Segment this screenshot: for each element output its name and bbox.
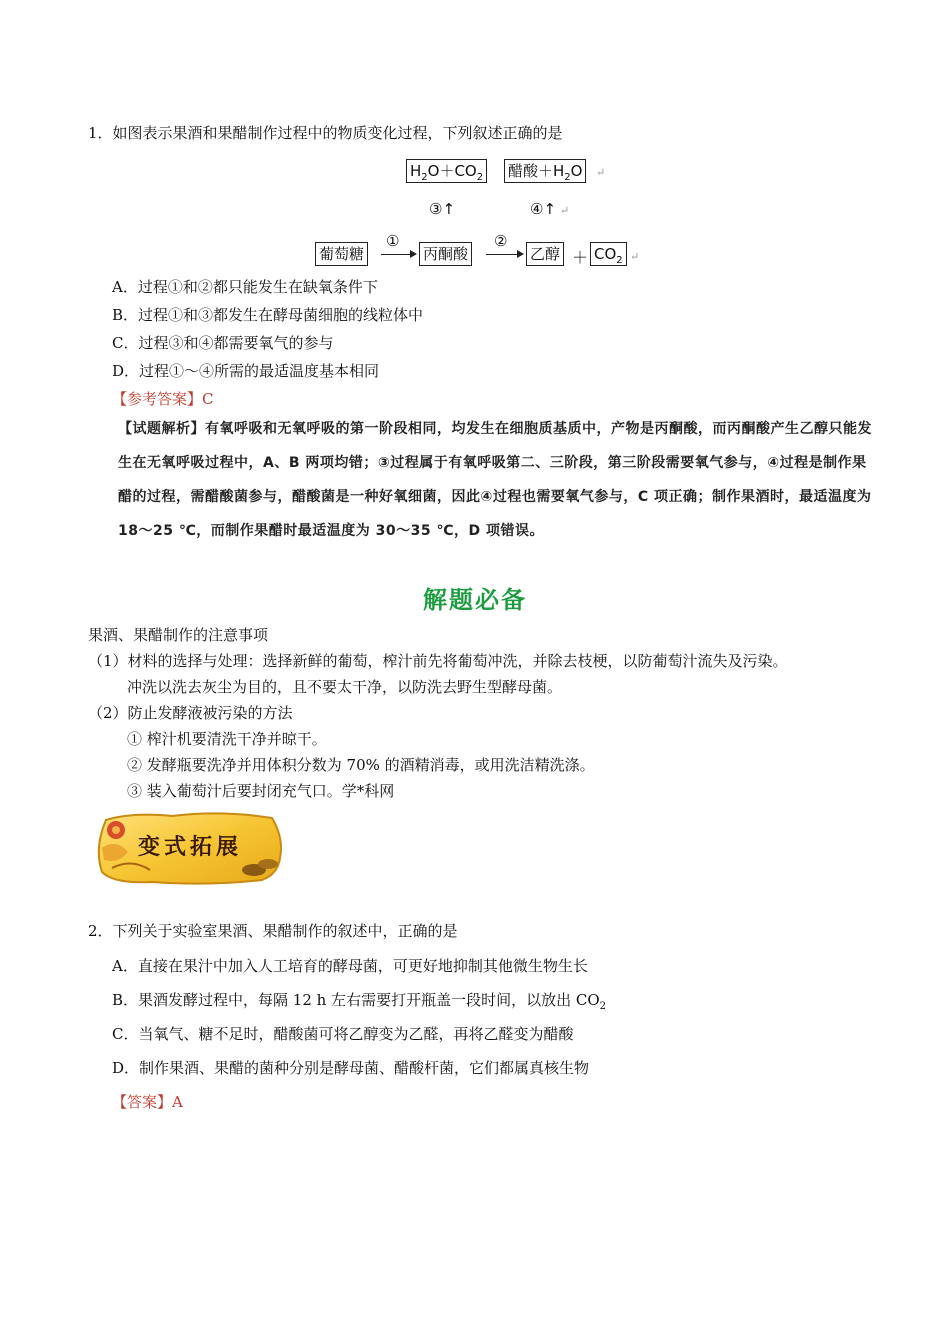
- q2-option-b: B．果酒发酵过程中，每隔 12 h 左右需要打开瓶盖一段时间，以放出 $CO_2$: [112, 991, 606, 1012]
- box-h2o-co2: $H_2O+CO_2$: [406, 159, 487, 183]
- label-step-2: ②: [494, 232, 508, 250]
- q2-option-c: C．当氧气、糖不足时，醋酸菌可将乙醇变为乙醛，再将乙醛变为醋酸: [112, 1025, 574, 1043]
- answer-value: A: [172, 1093, 183, 1111]
- box-glucose: 葡萄糖: [315, 242, 368, 266]
- answer-value: C: [202, 390, 214, 408]
- q1-option-d: D．过程①～④所需的最适温度基本相同: [112, 362, 380, 380]
- label-step-1: ①: [386, 232, 400, 250]
- box-ethanol: 乙醇: [526, 242, 564, 266]
- section-title: 解题必备: [423, 586, 527, 614]
- q2-option-a: A．直接在果汁中加入人工培育的酵母菌，可更好地抑制其他微生物生长: [112, 957, 588, 975]
- q1-stem: 1．如图表示果酒和果醋制作过程中的物质变化过程，下列叙述正确的是: [88, 124, 563, 142]
- essentials-item-1: ① 榨汁机要清洗干净并晾干。: [127, 730, 327, 748]
- essentials-item-3: ③ 装入葡萄汁后要封闭充气口。学*科网: [127, 782, 395, 800]
- q1-option-b: B．过程①和③都发生在酵母菌细胞的线粒体中: [112, 306, 424, 324]
- q1-answer: [112, 388, 214, 409]
- essentials-p1-line1: （1）材料的选择与处理：选择新鲜的葡萄，榨汁前先将葡萄冲洗，并除去枝梗，以防葡萄汁流失及污染。: [88, 652, 788, 670]
- arrow-step-1: [381, 254, 415, 255]
- q1-analysis: 【试题解析】有氧呼吸和无氧呼吸的第一阶段相同，均发生在细胞质基质中，产物是丙酮酸，而丙酮酸产生乙醇只能发生在无氧呼吸过程中，A、B 两项均错；③过程属于有氧呼吸第二、三阶段，第三阶段需要氧气参与，④过程是制作果醋的过程，需醋酸菌参与，醋酸菌是一种好氧细菌，因此④过程也需要氧气参与，C 项正确；制作果酒时，最适温度为 18～25 ℃，而制作果醋时最适温度为 30～35 ℃，D 项错误。: [118, 421, 872, 539]
- box-co2: $CO_2$: [590, 242, 627, 266]
- box-pyruvate: 丙酮酸: [419, 242, 472, 266]
- enter-mark: ↵: [560, 204, 570, 217]
- q1-option-a: A．过程①和②都只能发生在缺氧条件下: [112, 278, 378, 296]
- arrow-step-2: [486, 254, 522, 255]
- enter-mark: ↵: [630, 250, 640, 263]
- label-step-3: ③↑: [429, 200, 456, 218]
- q2-option-d: D．制作果酒、果醋的菌种分别是酵母菌、醋酸杆菌，它们都属真核生物: [112, 1059, 590, 1077]
- essentials-p1-line2: 冲洗以洗去灰尘为目的，且不要太干净，以防洗去野生型酵母菌。: [127, 678, 563, 696]
- essentials-p2: （2）防止发酵液被污染的方法: [88, 704, 293, 722]
- answer-label: 【参考答案】: [112, 390, 203, 408]
- plus-sign: ＋: [572, 248, 589, 267]
- q2-answer: [112, 1091, 183, 1112]
- label-step-4: ④↑: [530, 200, 557, 218]
- answer-label: 【答案】: [112, 1093, 173, 1111]
- q1-option-c: C．过程③和④都需要氧气的参与: [112, 334, 334, 352]
- variant-banner-text: 变式拓展: [138, 834, 243, 860]
- enter-mark: ↵: [596, 166, 606, 179]
- essentials-item-2: ② 发酵瓶要洗净并用体积分数为 70% 的酒精消毒，或用洗洁精洗涤。: [127, 756, 595, 774]
- q2-stem: 2．下列关于实验室果酒、果醋制作的叙述中，正确的是: [88, 922, 458, 940]
- essentials-heading: 果酒、果醋制作的注意事项: [88, 626, 269, 644]
- box-acetic-h2o: 醋酸$+H_2O$: [504, 159, 586, 183]
